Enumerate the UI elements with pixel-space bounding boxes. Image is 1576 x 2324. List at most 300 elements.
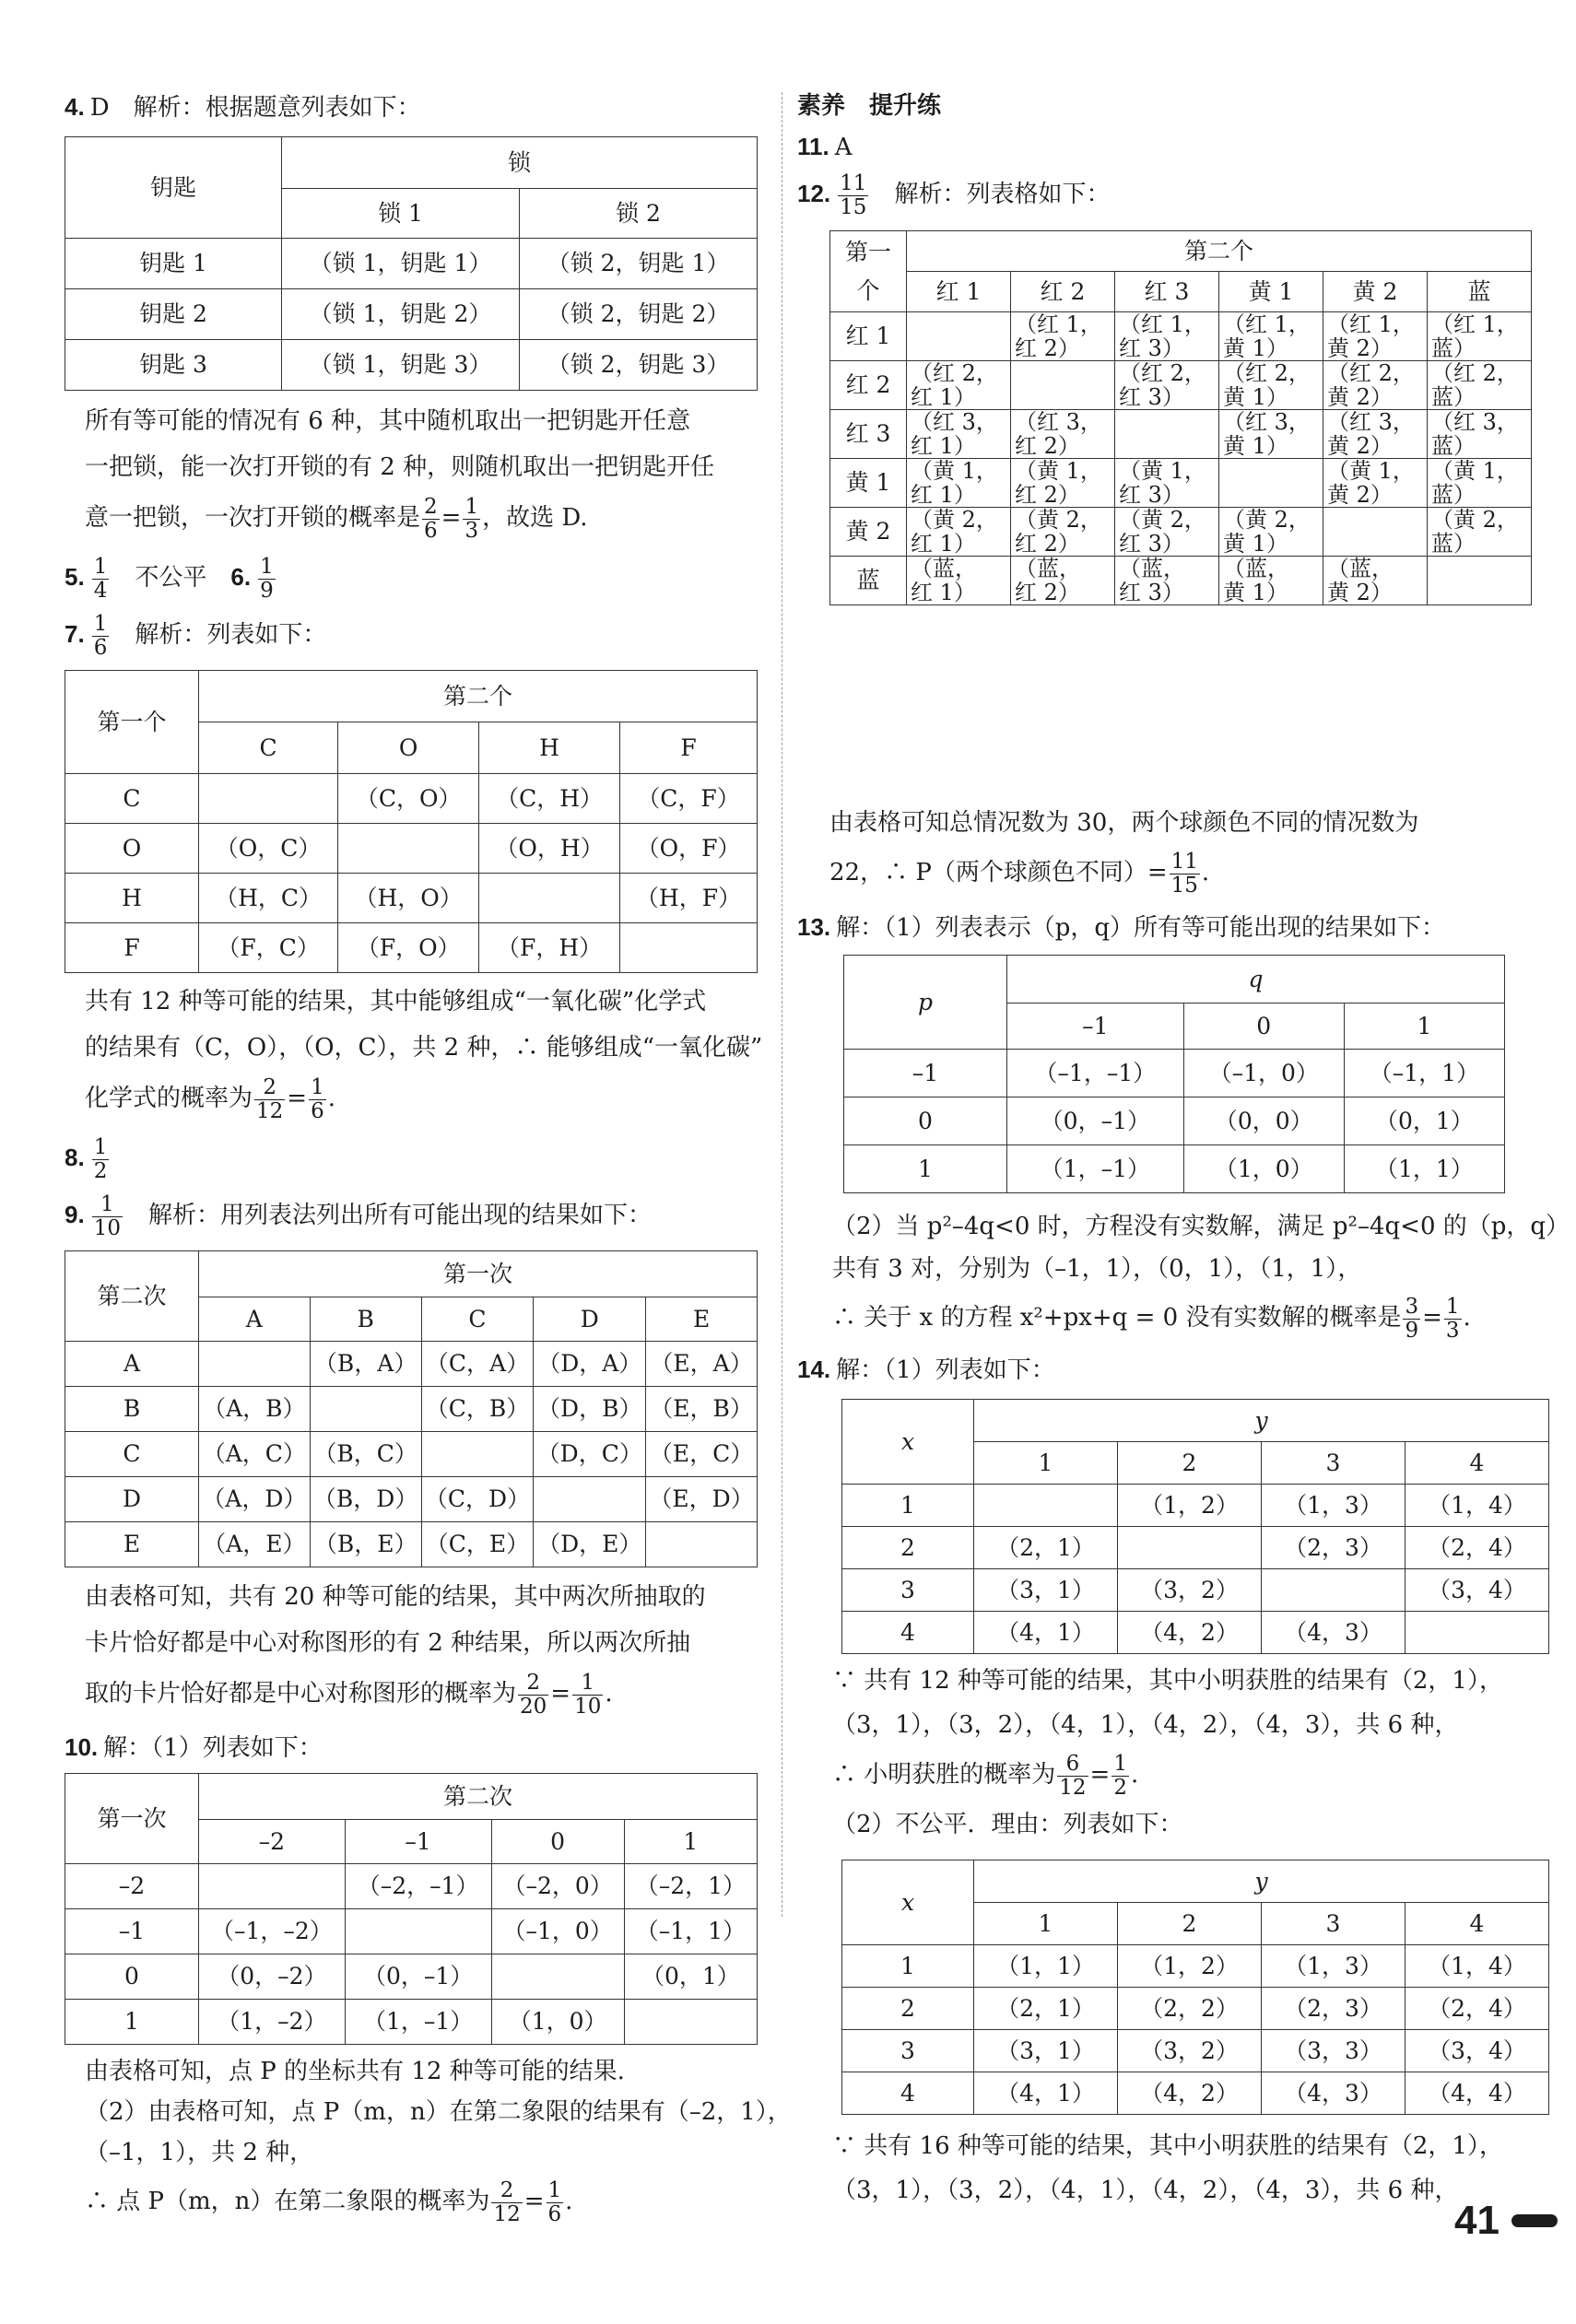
- cell-line: 黄 1）: [1223, 384, 1288, 410]
- cell-line: 红 3）: [1119, 384, 1184, 410]
- cell-line: 红 1）: [911, 433, 976, 459]
- q7-explanation: 共有 12 种等可能的结果，其中能够组成“一氧化碳”化学式 的结果有（C，O），（O，C），共 2 种，∴ 能够组成“一氧化碳” 化学式的概率为 $\frac{2}{12}$ = $\frac{1}{6}$ .: [85, 988, 763, 1123]
- cell-line: （蓝，: [1015, 556, 1081, 581]
- cell-line: 红 3）: [1119, 580, 1184, 605]
- cell-line: 红 3）: [1119, 482, 1184, 508]
- table-cell: （锁 1，钥匙 1）: [282, 239, 520, 289]
- cell-line: 红 2）: [1015, 531, 1080, 557]
- table-cell: （锁 1，钥匙 3）: [282, 340, 520, 391]
- q7-table: [65, 670, 758, 973]
- table-cell: [1115, 410, 1219, 459]
- table-cell: （0，–1）: [345, 1954, 491, 2000]
- table-cell: [1115, 557, 1219, 605]
- table-row-header: 钥匙 1: [65, 239, 282, 289]
- table-col-header: 蓝: [1428, 272, 1532, 312]
- table-group-header: y: [974, 1860, 1549, 1903]
- table-col-header: 红 1: [907, 272, 1011, 312]
- q13-header: 13. 解：（1）列表表示（p，q）所有等可能出现的结果如下：: [797, 913, 1445, 942]
- table-cell: （1，–1）: [1007, 1145, 1184, 1193]
- table-row-header: 0: [65, 1954, 199, 2000]
- table-cell: （0，1）: [624, 1954, 757, 2000]
- cell-line: 蓝）: [1431, 531, 1476, 557]
- table-cell: [534, 1477, 646, 1522]
- table-cell: [907, 459, 1011, 508]
- fraction: $\frac{1}{10}$: [574, 1670, 602, 1719]
- page-number-bar: [1511, 2214, 1558, 2227]
- table-cell: （锁 2，钥匙 2）: [520, 289, 758, 340]
- table-group-header: 第二个: [199, 671, 758, 722]
- fraction: $\frac{2}{20}$: [520, 1670, 547, 1719]
- fraction: $\frac{11}{15}$: [840, 170, 867, 219]
- table-col-header: B: [310, 1297, 421, 1342]
- table-cell: （E，B）: [646, 1387, 758, 1432]
- cell-line: （红 1，: [1431, 311, 1519, 337]
- q7-number: 7.: [65, 620, 85, 648]
- table-row-header: 红 2: [830, 361, 907, 410]
- q4-header: [65, 92, 421, 123]
- q9-explanation: 由表格可知，共有 20 种等可能的结果，其中两次所抽取的 卡片恰好都是中心对称图形的有 2 种结果，所以两次所抽 取的卡片恰好都是中心对称图形的概率为 $\frac{2}{20}$ = $\frac{1}{10}$ .: [85, 1583, 706, 1719]
- table-col-header: 1: [1344, 1004, 1504, 1050]
- table-col-header: E: [646, 1297, 758, 1342]
- table-row-header: A: [65, 1342, 199, 1387]
- fraction: $\frac{1}{2}$: [1113, 1751, 1127, 1800]
- table-cell: [1323, 410, 1428, 459]
- table-cell: [907, 410, 1011, 459]
- cell-line: 黄 2）: [1327, 433, 1393, 459]
- q4-table: [65, 136, 758, 391]
- table-cell: （C，F）: [620, 774, 758, 824]
- table-cell: [1219, 557, 1323, 605]
- table-row-header: D: [65, 1477, 199, 1522]
- table-group-header: y: [974, 1400, 1549, 1442]
- q4-intro: 根据题意列表如下：: [205, 94, 421, 122]
- table-cell: [1428, 410, 1532, 459]
- cell-line: 红 3）: [1119, 531, 1184, 557]
- q12-explanation: 由表格可知总情况数为 30，两个球颜色不同的情况数为 22，∴ P（两个球颜色不同）= $\frac{11}{15}$ .: [829, 809, 1419, 898]
- table-cell: [1323, 459, 1428, 508]
- table-cell: （–2，–1）: [345, 1864, 491, 1909]
- cell-line: （黄 2，: [1015, 507, 1102, 533]
- table-cell: [199, 1864, 346, 1909]
- table-row: [830, 557, 1532, 605]
- q14-table-2: x y 1 2 3 4 1 （1，1） （1，2） （1，3） （1，4） 2 （2，1） （2，2） （2，3） （2，4） 3 （3，1） （3，2） （3，3） （3，4） 4 （4，1） （4，2） （4，3） （4，4）: [841, 1860, 1549, 2115]
- table-cell: （O，H）: [479, 824, 620, 874]
- table-cell: （0，–1）: [1007, 1097, 1184, 1145]
- table-col-header: –1: [1007, 1004, 1184, 1050]
- q4-number: 4.: [65, 93, 85, 121]
- fraction: $\frac{11}{15}$: [1170, 849, 1198, 898]
- table-cell: （锁 2，钥匙 3）: [520, 340, 758, 391]
- table-row-header: 钥匙 2: [65, 289, 282, 340]
- table-cell: （1，–1）: [345, 2000, 491, 2045]
- table-col-header: 2: [1118, 1903, 1262, 1945]
- cell-line: （黄 1，: [911, 458, 998, 484]
- q10-header: 10. 解：（1）列表如下：: [65, 1733, 323, 1762]
- table-cell: （A，B）: [199, 1387, 311, 1432]
- cell-line: （黄 1，: [1015, 458, 1102, 484]
- q12-header: 12. $\frac{11}{15}$ 解析：列表格如下：: [797, 170, 1111, 219]
- table-cell: （A，D）: [199, 1477, 311, 1522]
- table-cell: （C，A）: [421, 1342, 534, 1387]
- table-cell: [421, 1432, 534, 1477]
- q5-answer: 不公平: [135, 564, 207, 592]
- table-col-header: 1: [624, 1820, 757, 1864]
- cell-line: （红 2，: [1327, 360, 1415, 386]
- table-cell: （C，H）: [479, 774, 620, 824]
- cell-line: （红 2，: [1431, 360, 1519, 386]
- table-cell: （O，F）: [620, 824, 758, 874]
- cell-line: （蓝，: [1327, 556, 1394, 581]
- table-row-header: H: [65, 874, 199, 923]
- table-cell: [624, 2000, 757, 2045]
- fraction: $\frac{1}{3}$: [465, 494, 479, 543]
- table-corner: 第二次: [65, 1251, 199, 1342]
- q4-answer: D: [89, 94, 110, 122]
- cell-line: （红 3，: [1431, 409, 1519, 435]
- q9-header: 9. $\frac{1}{10}$ 解析：用列表法列出所有可能出现的结果如下：: [65, 1191, 653, 1240]
- table-cell: [1011, 508, 1115, 557]
- table-col-header: –1: [345, 1820, 491, 1864]
- fraction: $\frac{2}{12}$: [493, 2177, 521, 2226]
- table-row-header: 黄 1: [830, 459, 907, 508]
- table-cell: [1219, 508, 1323, 557]
- cell-line: （黄 2，: [911, 507, 998, 533]
- table-cell: [907, 361, 1011, 410]
- table-group-header: 锁: [282, 137, 758, 189]
- table-cell: （H，O）: [338, 874, 479, 923]
- table-row-header: –1: [65, 1909, 199, 1954]
- table-cell: （1，–2）: [199, 2000, 346, 2045]
- cell-line: 黄 1）: [1223, 531, 1288, 557]
- cell-line: 蓝）: [1431, 384, 1476, 410]
- table-group-header: 第二次: [199, 1774, 758, 1820]
- fraction: $\frac{1}{4}$: [93, 554, 108, 603]
- table-row-header: 红 1: [830, 312, 907, 361]
- table-col-header: 黄 2: [1323, 272, 1428, 312]
- fraction: $\frac{1}{2}$: [93, 1134, 108, 1183]
- table-cell: [1115, 312, 1219, 361]
- cell-line: （蓝，: [1119, 556, 1185, 581]
- table-cell: [491, 1954, 624, 2000]
- table-cell: [1011, 557, 1115, 605]
- table-cell: （A，C）: [199, 1432, 311, 1477]
- table-col-header: 锁 2: [520, 189, 758, 239]
- table-cell: [345, 1909, 491, 1954]
- table-col-header: C: [421, 1297, 534, 1342]
- cell-line: （黄 2，: [1119, 507, 1206, 533]
- table-cell: [1219, 459, 1323, 508]
- table-row: [830, 459, 1532, 508]
- table-col-header: 黄 1: [1219, 272, 1323, 312]
- cell-line: （黄 2，: [1223, 507, 1311, 533]
- q10-table: [65, 1773, 758, 2045]
- page-number: 41: [1454, 2198, 1500, 2243]
- table-row: [830, 508, 1532, 557]
- q12-table: 第一 个 第二个 红 1 红 2 红 3 黄 1 黄 2 蓝 红 1 （红 1， 红 2） （红 1， 红 3） （红 1， 黄 1） （红 1， 黄 2） （红 1， 蓝） 红 2 （红 2， 红 1） （红 2， 红 3） （红 2， 黄 1） （红 2， 黄 2） （红 2， 蓝） 红 3 （红 3， 红 1） （红 3， 红 2） （红 3， 黄 1） （红 3， 黄 2） （红 3， 蓝） 黄 1 （黄 1， 红 1） （黄 1， 红 2） （黄 1， 红 3） （黄 1， 黄 2） （黄 1， 蓝） 黄 2 （黄 2， 红 1） （黄 2， 红 2） （黄 2， 红 3） （黄 2， 黄 1） （黄 2， 蓝） 蓝 （蓝， 红 1） （蓝， 红 2） （蓝， 红 3） （蓝， 黄 1） （蓝， 黄 2）: [829, 230, 1532, 605]
- q14-header: 14. 解：（1）列表如下：: [797, 1356, 1055, 1384]
- table-col-header: 4: [1405, 1442, 1549, 1485]
- cell-line: （红 3，: [911, 409, 998, 435]
- cell-line: （红 1，: [1015, 311, 1102, 337]
- table-col-header: 0: [1183, 1004, 1344, 1050]
- table-row-header: 蓝: [830, 557, 907, 605]
- table-cell: （D，E）: [534, 1522, 646, 1567]
- table-col-header: 0: [491, 1820, 624, 1864]
- cell-line: 黄 1）: [1223, 433, 1288, 459]
- table-cell: （1，0）: [491, 2000, 624, 2045]
- table-cell: [1219, 312, 1323, 361]
- q13-table: [843, 955, 1505, 1193]
- table-cell: （D，A）: [534, 1342, 646, 1387]
- cell-line: （黄 1，: [1431, 458, 1519, 484]
- table-cell: （H，C）: [199, 874, 338, 923]
- table-cell: [1011, 410, 1115, 459]
- table-cell: [199, 774, 338, 824]
- q4-explanation: [65, 398, 714, 546]
- table-row-header: 1: [65, 2000, 199, 2045]
- table-col-header: 红 2: [1011, 272, 1115, 312]
- cell-line: （红 3，: [1223, 409, 1311, 435]
- q14-table-1: x y 1 2 3 4 1 （1，2） （1，3） （1，4） 2 （2，1） （2，3） （2，4） 3 （3，1） （3，2） （3，4） 4 （4，1） （4，2） （4，3）: [841, 1399, 1549, 1654]
- table-col-header: 红 3: [1115, 272, 1219, 312]
- table-cell: （A，E）: [199, 1522, 311, 1567]
- table-cell: [1323, 361, 1428, 410]
- table-corner: x: [842, 1860, 974, 1945]
- cell-line: （红 1，: [1119, 311, 1206, 337]
- table-cell: （–1，–2）: [199, 1909, 346, 1954]
- table-cell: [646, 1522, 758, 1567]
- table-row-header: –2: [65, 1864, 199, 1909]
- table-cell: （–1，0）: [491, 1909, 624, 1954]
- cell-line: （红 2，: [911, 360, 998, 386]
- table-cell: [1323, 508, 1428, 557]
- q10-number: 10.: [65, 1733, 99, 1761]
- table-cell: （–1，0）: [1183, 1050, 1344, 1097]
- q5-number: 5.: [65, 563, 85, 591]
- table-group-header: 第二个: [907, 231, 1532, 272]
- table-group-header: 第一次: [199, 1251, 758, 1297]
- q5-q6-line: [65, 551, 277, 604]
- q14-explanation-1: ∵ 共有 12 种等可能的结果，其中小明获胜的结果有（2，1）， （3，1），（3，2），（4，1），（4，2），（4，3），共 6 种， ∴ 小明获胜的概率为 $\frac{6}{12}$ = $\frac{1}{2}$ . （2）不公平．理由：列表如下：: [832, 1667, 1503, 1838]
- table-col-header: H: [479, 722, 620, 774]
- table-row-header: 0: [844, 1097, 1007, 1145]
- section-heading: 素养 提升练: [797, 91, 942, 119]
- table-cell: [479, 874, 620, 923]
- table-col-header: A: [199, 1297, 311, 1342]
- table-row-header: C: [65, 1432, 199, 1477]
- table-row: [830, 410, 1532, 459]
- q4-text: 所有等可能的情况有 6 种，其中随机取出一把钥匙开任意: [85, 407, 691, 435]
- table-cell: [310, 1387, 421, 1432]
- table-cell: [1011, 312, 1115, 361]
- table-cell: [1219, 410, 1323, 459]
- table-cell: （0，–2）: [199, 1954, 346, 2000]
- fraction: $\frac{1}{10}$: [93, 1191, 121, 1240]
- table-cell: （B，C）: [310, 1432, 421, 1477]
- table-corner: 第一个: [65, 671, 199, 774]
- table-col-header: 锁 1: [282, 189, 520, 239]
- table-row-header: E: [65, 1522, 199, 1567]
- table-cell: [1428, 459, 1532, 508]
- table-cell: [1011, 361, 1115, 410]
- fraction: $\frac{1}{6}$: [547, 2177, 562, 2226]
- table-col-header: –2: [199, 1820, 346, 1864]
- cell-line: 红 1）: [911, 531, 976, 557]
- q7-header: 7. $\frac{1}{6}$ 解析：列表如下：: [65, 611, 327, 660]
- table-cell: （F，C）: [199, 923, 338, 973]
- table-row-header: 1: [844, 1145, 1007, 1193]
- table-col-header: 3: [1262, 1903, 1405, 1945]
- cell-line: （蓝，: [911, 556, 977, 581]
- table-cell: [1323, 312, 1428, 361]
- cell-line: 红 2）: [1015, 580, 1080, 605]
- table-cell: （C，E）: [421, 1522, 534, 1567]
- table-cell: （C，O）: [338, 774, 479, 824]
- table-cell: （H，F）: [620, 874, 758, 923]
- table-col-header: F: [620, 722, 758, 774]
- q4-text: 一把锁，能一次打开锁的有 2 种，则随机取出一把钥匙开任: [85, 453, 715, 481]
- table-cell: （C，D）: [421, 1477, 534, 1522]
- table-cell: （–1，–1）: [1007, 1050, 1184, 1097]
- table-cell: （锁 1，钥匙 2）: [282, 289, 520, 340]
- cell-line: （红 1，: [1223, 311, 1311, 337]
- table-cell: （D，B）: [534, 1387, 646, 1432]
- cell-line: （红 3，: [1327, 409, 1415, 435]
- cell-line: 红 1）: [911, 580, 976, 605]
- table-cell: [1219, 361, 1323, 410]
- table-cell: [1115, 361, 1219, 410]
- table-corner: 第一次: [65, 1774, 199, 1864]
- cell-line: 黄 2）: [1327, 482, 1393, 508]
- fraction: $\frac{6}{12}$: [1059, 1751, 1087, 1800]
- table-row-header: C: [65, 774, 199, 824]
- q6-number: 6.: [230, 563, 252, 591]
- table-cell: （B，E）: [310, 1522, 421, 1567]
- table-cell: （C，B）: [421, 1387, 534, 1432]
- fraction: $\frac{1}{3}$: [1445, 1294, 1460, 1343]
- table-cell: （–2，0）: [491, 1864, 624, 1909]
- cell-line: 黄 2）: [1327, 335, 1393, 361]
- table-cell: [1115, 508, 1219, 557]
- cell-line: 黄 2）: [1327, 384, 1393, 410]
- cell-line: 红 2）: [1015, 482, 1080, 508]
- fraction: $\frac{2}{12}$: [256, 1074, 284, 1123]
- table-cell: （0，1）: [1344, 1097, 1504, 1145]
- q14-explanation-2: ∵ 共有 16 种等可能的结果，其中小明获胜的结果有（2，1）， （3，1），（3，2），（4，1），（4，2），（4，3），共 6 种，: [832, 2132, 1503, 2204]
- table-cell: [907, 312, 1011, 361]
- table-cell: （0，0）: [1183, 1097, 1344, 1145]
- table-col-header: 1: [974, 1442, 1118, 1485]
- table-row-header: 黄 2: [830, 508, 907, 557]
- table-cell: [1323, 557, 1428, 605]
- table-corner: x: [842, 1400, 974, 1485]
- cell-line: 黄 1）: [1223, 580, 1288, 605]
- table-cell: （E，C）: [646, 1432, 758, 1477]
- table-cell: （F，H）: [479, 923, 620, 973]
- cell-line: （蓝，: [1223, 556, 1289, 581]
- table-cell: [199, 1342, 311, 1387]
- table-row-header: –1: [844, 1050, 1007, 1097]
- cell-line: 蓝）: [1431, 482, 1476, 508]
- table-cell: [907, 557, 1011, 605]
- q11-line: 11. A: [797, 133, 853, 161]
- table-corner: 钥匙: [65, 137, 282, 239]
- q8-line: [65, 1132, 111, 1184]
- cell-line: 蓝）: [1431, 433, 1476, 459]
- fraction: $\frac{1}{6}$: [311, 1074, 324, 1123]
- table-col-header: 4: [1405, 1903, 1549, 1945]
- table-cell: [338, 824, 479, 874]
- table-col-header: D: [534, 1297, 646, 1342]
- table-cell: [1011, 459, 1115, 508]
- table-cell: （D，C）: [534, 1432, 646, 1477]
- cell-line: 黄 1）: [1223, 335, 1288, 361]
- table-col-header: O: [338, 722, 479, 774]
- fraction: $\frac{1}{6}$: [93, 611, 108, 660]
- table-cell: [620, 923, 758, 973]
- table-row-header: 钥匙 3: [65, 340, 282, 391]
- table-row-header: O: [65, 824, 199, 874]
- table-row-header: B: [65, 1387, 199, 1432]
- table-cell: （E，A）: [646, 1342, 758, 1387]
- table-cell: （O，C）: [199, 824, 338, 874]
- table-cell: [1115, 459, 1219, 508]
- cell-line: 红 3）: [1119, 335, 1184, 361]
- fraction: $\frac{1}{9}$: [260, 554, 274, 603]
- table-cell: [1428, 557, 1532, 605]
- table-cell: （1，0）: [1183, 1145, 1344, 1193]
- q4-label: 解析：: [133, 94, 206, 122]
- q8-number: 8.: [65, 1144, 85, 1171]
- table-row-header: F: [65, 923, 199, 973]
- q10-explanation: 由表格可知，点 P 的坐标共有 12 种等可能的结果. （2）由表格可知，点 P（m，n）在第二象限的结果有（–2，1）， （–1，1），共 2 种， ∴ 点 P（m，n）在第二象限的概率为 $\frac{2}{12}$ = $\frac{1}{6}$ .: [85, 2058, 792, 2226]
- table-cell: [1428, 361, 1532, 410]
- cell-line: （红 1，: [1327, 311, 1415, 337]
- cell-line: （黄 1，: [1327, 458, 1415, 484]
- cell-line: （红 2，: [1223, 360, 1311, 386]
- fraction: $\frac{2}{6}$: [424, 494, 438, 543]
- q13-explanation: （2）当 p²–4q<0 时，方程没有实数解，满足 p²–4q<0 的（p，q） 共有 3 对，分别为（–1，1），（0，1），（1，1）， ∴ 关于 x 的方程 x²+px+q = 0 没有实数解的概率是 $\frac{3}{9}$ = $\frac{1}{3}$ .: [832, 1213, 1570, 1343]
- cell-line: （黄 1，: [1119, 458, 1206, 484]
- table-row: [830, 361, 1532, 410]
- table-cell: （–1，1）: [624, 1909, 757, 1954]
- table-col-header: 2: [1118, 1442, 1262, 1485]
- table-cell: （–2，1）: [624, 1864, 757, 1909]
- table-cell: （B，D）: [310, 1477, 421, 1522]
- q9-table: [65, 1250, 758, 1567]
- cell-line: （红 2，: [1119, 360, 1206, 386]
- fraction: $\frac{3}{9}$: [1405, 1294, 1419, 1343]
- cell-line: （红 3，: [1015, 409, 1102, 435]
- q9-number: 9.: [65, 1201, 85, 1228]
- q4-text: 意一把锁，一次打开锁的概率是 $\frac{2}{6}$ = $\frac{1}{3}$ ，故选 D.: [85, 494, 588, 543]
- table-cell: （1，1）: [1344, 1145, 1504, 1193]
- cell-line: 红 2）: [1015, 335, 1080, 361]
- table-cell: （–1，1）: [1344, 1050, 1504, 1097]
- cell-line: 黄 2）: [1327, 580, 1393, 605]
- table-row-header: 红 3: [830, 410, 907, 459]
- table-group-header: q: [1007, 956, 1505, 1004]
- cell-line: 蓝）: [1431, 335, 1476, 361]
- table-cell: （B，A）: [310, 1342, 421, 1387]
- cell-line: 红 2）: [1015, 433, 1080, 459]
- table-col-header: C: [199, 722, 338, 774]
- cell-line: （黄 2，: [1431, 507, 1519, 533]
- cell-line: 红 1）: [911, 482, 976, 508]
- table-cell: （F，O）: [338, 923, 479, 973]
- table-col-header: 3: [1262, 1442, 1405, 1485]
- table-cell: [907, 508, 1011, 557]
